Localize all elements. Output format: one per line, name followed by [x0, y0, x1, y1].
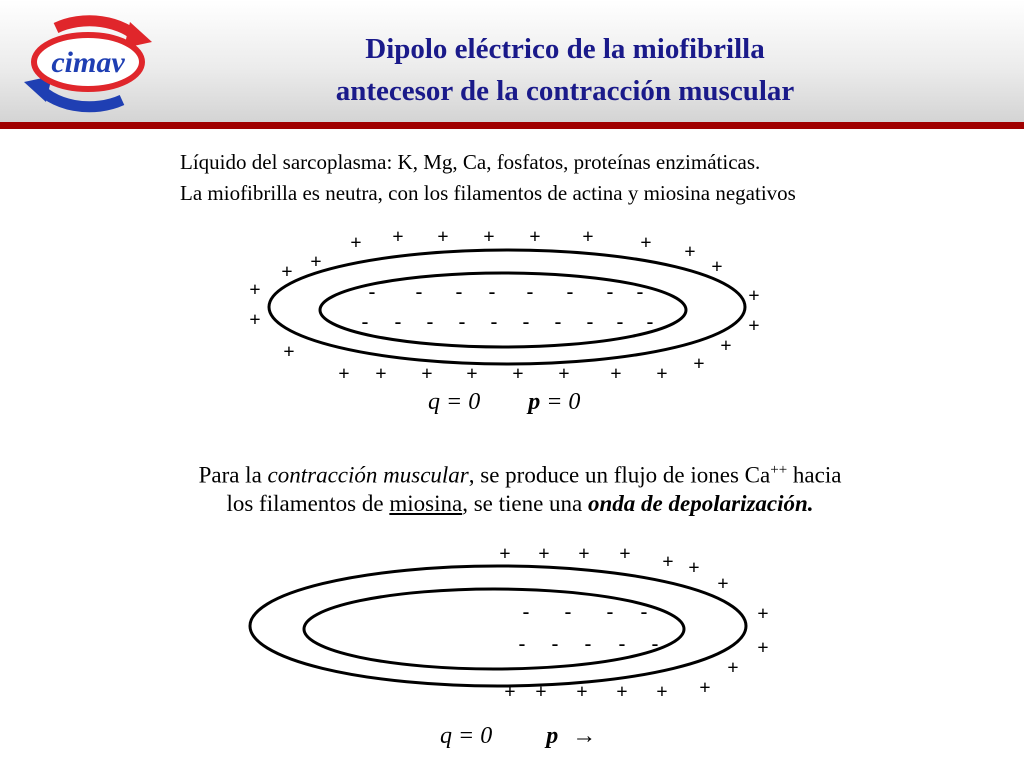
plus-charge: + — [688, 557, 700, 579]
plus-charge: + — [578, 543, 590, 565]
plus-charge: + — [610, 363, 622, 385]
minus-charge: - — [566, 281, 574, 303]
p-variable: p — [528, 389, 541, 415]
p-variable: p — [546, 723, 559, 749]
plus-charge: + — [582, 226, 594, 248]
para-emphasis: contracción muscular — [267, 462, 469, 488]
para-underlined: miosina — [389, 491, 463, 516]
plus-charge: + — [640, 232, 652, 254]
minus-charge: - — [426, 311, 434, 333]
plus-charge: + — [699, 677, 711, 699]
plus-charge: + — [512, 363, 524, 385]
para-text: , se produce un flujo de iones Ca — [468, 462, 771, 488]
plus-charge: + — [392, 226, 404, 248]
minus-charge: - — [526, 281, 534, 303]
inner-negative-charges — [519, 601, 659, 655]
page-title-line-1: Dipolo eléctrico de la miofibrilla — [365, 33, 765, 65]
plus-charge: + — [619, 543, 631, 565]
minus-charge: - — [606, 281, 614, 303]
para-text: los filamentos de — [226, 491, 390, 516]
intro-line-2: La miofibrilla es neutra, con los filamentos de actina y miosina negativos — [180, 181, 796, 205]
plus-charge: + — [338, 363, 350, 385]
plus-charge: + — [748, 285, 760, 307]
minus-charge: - — [415, 281, 423, 303]
plus-charge: + — [711, 256, 723, 278]
minus-charge: - — [640, 601, 648, 623]
plus-charge: + — [748, 315, 760, 337]
q-equals-zero: q = 0 — [428, 389, 481, 415]
plus-charge: + — [421, 363, 433, 385]
page-title-line-2: antecesor de la contracción muscular — [335, 75, 795, 107]
minus-charge: - — [618, 633, 626, 655]
minus-charge: - — [458, 311, 466, 333]
minus-charge: - — [490, 311, 498, 333]
minus-charge: - — [551, 633, 559, 655]
plus-charge: + — [757, 637, 769, 659]
plus-charge: + — [375, 363, 387, 385]
plus-charge: + — [576, 681, 588, 703]
plus-charge: + — [483, 226, 495, 248]
p-arrow: → — [572, 723, 597, 749]
plus-charge: + — [656, 363, 668, 385]
minus-charge: - — [455, 281, 463, 303]
p-equals-zero: = 0 — [540, 389, 581, 415]
plus-charge: + — [538, 543, 550, 565]
equation-depolarized — [440, 722, 596, 750]
plus-charge: + — [535, 681, 547, 703]
plus-charge: + — [504, 681, 516, 703]
fibril-inner-ellipse — [304, 589, 684, 669]
para-text: Para la — [198, 462, 268, 488]
plus-charge: + — [529, 226, 541, 248]
minus-charge: - — [488, 281, 496, 303]
minus-charge: - — [394, 311, 402, 333]
plus-charge: + — [558, 363, 570, 385]
plus-charge: + — [249, 309, 261, 331]
plus-charge: + — [727, 657, 739, 679]
minus-charge: - — [586, 311, 594, 333]
minus-charge: - — [368, 281, 376, 303]
intro-line-1: Líquido del sarcoplasma: K, Mg, Ca, fosfatos, proteínas enzimáticas. — [180, 150, 761, 174]
plus-charge: + — [283, 341, 295, 363]
logo-text: cimav — [51, 46, 125, 79]
para-text: hacia — [787, 462, 842, 488]
q-equals-zero: q = 0 — [440, 723, 493, 749]
minus-charge: - — [606, 601, 614, 623]
plus-charge: + — [437, 226, 449, 248]
minus-charge: - — [651, 633, 659, 655]
minus-charge: - — [522, 311, 530, 333]
plus-charge: + — [757, 603, 769, 625]
minus-charge: - — [554, 311, 562, 333]
plus-charge: + — [720, 335, 732, 357]
minus-charge: - — [564, 601, 572, 623]
plus-charge: + — [466, 363, 478, 385]
plus-charge: + — [249, 279, 261, 301]
ion-charge: ++ — [770, 462, 788, 478]
minus-charge: - — [616, 311, 624, 333]
plus-charge: + — [693, 353, 705, 375]
plus-charge: + — [281, 261, 293, 283]
plus-charge: + — [717, 573, 729, 595]
plus-charge: + — [656, 681, 668, 703]
plus-charge: + — [616, 681, 628, 703]
plus-charge: + — [499, 543, 511, 565]
para-bold-emphasis: onda de depolarización. — [588, 491, 814, 516]
minus-charge: - — [361, 311, 369, 333]
plus-charge: + — [684, 241, 696, 263]
minus-charge: - — [518, 633, 526, 655]
minus-charge: - — [636, 281, 644, 303]
plus-charge: + — [662, 551, 674, 573]
plus-charge: + — [310, 251, 322, 273]
para-text: , se tiene una — [462, 491, 589, 516]
plus-charge: + — [350, 232, 362, 254]
minus-charge: - — [584, 633, 592, 655]
minus-charge: - — [522, 601, 530, 623]
minus-charge: - — [646, 311, 654, 333]
